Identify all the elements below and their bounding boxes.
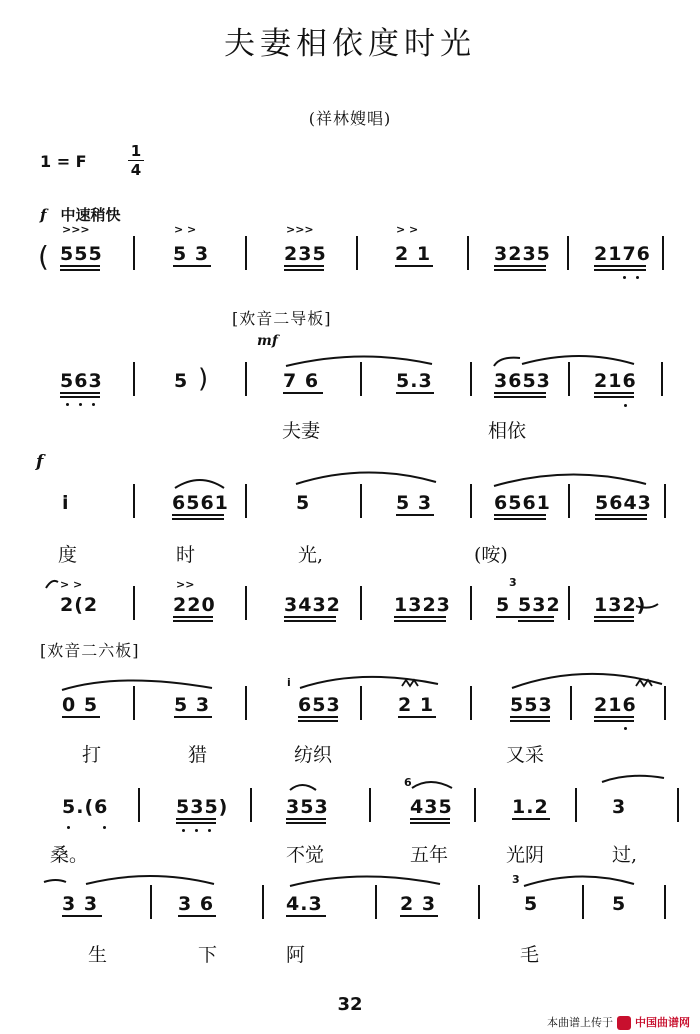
underline <box>395 265 433 267</box>
low-dot <box>195 829 198 832</box>
dynamic-mf: mf <box>257 333 278 349</box>
underline <box>173 620 213 622</box>
bar-line <box>245 586 247 620</box>
underline <box>594 720 634 722</box>
note-group: 3653 <box>494 370 551 392</box>
underline <box>173 265 211 267</box>
lyric: 五年 <box>410 844 449 866</box>
note-group: 5 <box>524 893 539 915</box>
bar-line <box>474 788 476 822</box>
underline <box>174 716 212 718</box>
note-group: 2(2 <box>60 594 99 616</box>
note-group: 6561 <box>494 492 551 514</box>
section-label-liuban: [欢音二六板] <box>40 641 140 660</box>
page-number: 32 <box>337 994 363 1015</box>
lyric: 光, <box>298 544 324 566</box>
note-group: 3432 <box>284 594 341 616</box>
underline <box>394 620 446 622</box>
bar-line <box>575 788 577 822</box>
note-group: 553 <box>510 694 553 716</box>
note-group: 5.(6 <box>62 796 109 818</box>
close-paren: ) <box>198 364 210 394</box>
lyric: 纺织 <box>294 744 333 766</box>
note-group: 2 3 <box>400 893 437 915</box>
underline <box>594 616 634 618</box>
grace-note: 3 <box>512 873 520 886</box>
underline <box>172 514 224 516</box>
underline <box>286 915 326 917</box>
underline <box>298 716 338 718</box>
note-group: 5 <box>496 594 511 616</box>
low-dot <box>623 276 626 279</box>
low-dot <box>79 403 82 406</box>
note-group: i <box>62 492 70 514</box>
underline <box>284 616 336 618</box>
underline <box>284 620 336 622</box>
underline <box>510 720 550 722</box>
underline <box>398 716 436 718</box>
underline <box>410 818 450 820</box>
dynamic-f: f <box>40 206 47 224</box>
bar-line <box>470 686 472 720</box>
bar-line <box>664 686 666 720</box>
open-paren: ( <box>38 240 50 273</box>
bar-line <box>250 788 252 822</box>
underline <box>518 620 554 622</box>
note-group: 532 <box>518 594 561 616</box>
bar-line <box>568 484 570 518</box>
underline <box>496 616 554 618</box>
lyric: 又采 <box>506 744 545 766</box>
note-group: 1.2 <box>512 796 549 818</box>
low-dot <box>103 826 106 829</box>
time-signature <box>128 143 144 178</box>
low-dot <box>66 403 69 406</box>
underline <box>60 269 100 271</box>
lyric: 毛 <box>520 944 540 966</box>
bar-line <box>360 686 362 720</box>
note-group: 220 <box>173 594 216 616</box>
bar-line <box>356 236 358 270</box>
note-group: 216 <box>594 694 637 716</box>
underline <box>494 514 546 516</box>
underline <box>62 915 102 917</box>
bar-line <box>245 362 247 396</box>
underline <box>410 822 450 824</box>
low-dot <box>92 403 95 406</box>
section-label-daoban: [欢音二导板] <box>232 309 332 328</box>
site-logo-icon <box>617 1016 631 1030</box>
lyric: 下 <box>198 944 218 966</box>
note-group: 5 3 <box>174 694 211 716</box>
grace-note: 6 <box>404 776 412 789</box>
bar-line <box>262 885 264 919</box>
underline <box>594 269 646 271</box>
note-group: 6561 <box>172 492 229 514</box>
bar-line <box>133 484 135 518</box>
dynamic-f: f <box>36 452 44 472</box>
note-group: 2 1 <box>398 694 435 716</box>
note-group: 563 <box>60 370 103 392</box>
grace-note: 3 <box>509 576 517 589</box>
key-signature: 1 = F <box>40 152 87 171</box>
bar-line <box>467 236 469 270</box>
note-group: 5 3 <box>173 243 210 265</box>
lyric: 光阴 <box>506 844 545 866</box>
underline <box>284 269 324 271</box>
note-group: 555 <box>60 243 103 265</box>
underline <box>595 514 647 516</box>
tempo-marking <box>40 204 120 225</box>
underline <box>62 716 100 718</box>
underline <box>283 392 323 394</box>
bar-line <box>470 484 472 518</box>
underline <box>176 822 216 824</box>
underline <box>286 822 326 824</box>
note-group: 2176 <box>594 243 651 265</box>
note-group: 2 1 <box>395 243 432 265</box>
note-group: 3 6 <box>178 893 215 915</box>
underline <box>494 518 546 520</box>
underline <box>176 818 216 820</box>
bar-line <box>568 362 570 396</box>
underline <box>594 620 634 622</box>
lyric: 度 <box>58 544 78 566</box>
note-group: 7 6 <box>283 370 320 392</box>
bar-line <box>150 885 152 919</box>
note-group: 535) <box>176 796 229 818</box>
underline <box>173 616 213 618</box>
note-group: 235 <box>284 243 327 265</box>
note-group: 3 <box>612 796 627 818</box>
grace-note: i <box>287 676 291 689</box>
note-group: 5 3 <box>396 492 433 514</box>
source-footer <box>547 1014 690 1030</box>
accent-marks: >>> <box>286 223 314 236</box>
note-group: 1323 <box>394 594 451 616</box>
underline <box>396 392 434 394</box>
bar-line <box>470 362 472 396</box>
bar-line <box>369 788 371 822</box>
lyric: 阿 <box>286 944 306 966</box>
underline <box>284 265 324 267</box>
underline <box>494 396 546 398</box>
song-title: 夫妻相依度时光 <box>224 26 476 62</box>
bar-line <box>360 586 362 620</box>
accent-marks: > > <box>60 578 83 591</box>
bar-line <box>133 236 135 270</box>
bar-line <box>245 236 247 270</box>
bar-line <box>133 686 135 720</box>
accent-marks: > > <box>174 223 197 236</box>
underline <box>60 396 100 398</box>
bar-line <box>245 686 247 720</box>
underline <box>286 818 326 820</box>
underline <box>594 265 646 267</box>
underline <box>298 720 338 722</box>
underline <box>494 392 546 394</box>
underline <box>494 269 546 271</box>
low-dot <box>182 829 185 832</box>
bar-line <box>677 788 679 822</box>
tempo-text: 中速稍快 <box>60 206 121 224</box>
footer-brand: 中国曲谱网 <box>635 1016 690 1029</box>
note-group: 435 <box>410 796 453 818</box>
underline <box>60 265 100 267</box>
lyric: 时 <box>176 544 196 566</box>
bar-line <box>567 236 569 270</box>
note-group: 5.3 <box>396 370 433 392</box>
lyric: 桑。 <box>50 844 89 866</box>
lyric: 夫妻 <box>282 420 321 442</box>
note-group: 5 <box>174 370 189 392</box>
bar-line <box>470 586 472 620</box>
note-group: 216 <box>594 370 637 392</box>
bar-line <box>133 586 135 620</box>
time-sig-top: 1 <box>130 142 142 160</box>
lyric: 猎 <box>188 744 208 766</box>
bar-line <box>133 362 135 396</box>
note-group: 353 <box>286 796 329 818</box>
lyric: (咹) <box>474 544 508 566</box>
accent-marks: > > <box>396 223 419 236</box>
accent-marks: >> <box>176 578 195 591</box>
note-group: 5643 <box>595 492 652 514</box>
underline <box>510 716 550 718</box>
underline <box>394 616 446 618</box>
bar-line <box>582 885 584 919</box>
note-group: 4.3 <box>286 893 323 915</box>
low-dot <box>636 276 639 279</box>
underline <box>178 915 216 917</box>
note-group: 653 <box>298 694 341 716</box>
note-group: 5 <box>296 492 311 514</box>
low-dot <box>624 404 627 407</box>
underline <box>494 265 546 267</box>
underline <box>396 514 434 516</box>
accent-marks: >>> <box>62 223 90 236</box>
lyric: 生 <box>88 944 108 966</box>
bar-line <box>478 885 480 919</box>
underline <box>594 396 634 398</box>
time-sig-bottom: 4 <box>130 161 142 179</box>
low-dot <box>208 829 211 832</box>
note-group: 3235 <box>494 243 551 265</box>
bar-line <box>570 686 572 720</box>
note-group: 132) <box>594 594 647 616</box>
lyric: 打 <box>82 744 102 766</box>
low-dot <box>624 727 627 730</box>
bar-line <box>661 362 663 396</box>
bar-line <box>662 236 664 270</box>
bar-line <box>245 484 247 518</box>
note-group: 0 5 <box>62 694 99 716</box>
footer-text: 本曲谱上传于 <box>547 1016 613 1029</box>
bar-line <box>138 788 140 822</box>
lyric: 过, <box>612 844 638 866</box>
lyric: 相依 <box>488 420 527 442</box>
note-group: 3 3 <box>62 893 99 915</box>
underline <box>594 716 634 718</box>
low-dot <box>67 826 70 829</box>
underline <box>595 518 647 520</box>
underline <box>594 392 634 394</box>
bar-line <box>568 586 570 620</box>
note-group: 5 <box>612 893 627 915</box>
bar-line <box>360 484 362 518</box>
bar-line <box>360 362 362 396</box>
bar-line <box>664 885 666 919</box>
underline <box>400 915 438 917</box>
singer-note: (祥林嫂唱) <box>308 109 392 128</box>
bar-line <box>375 885 377 919</box>
underline <box>60 392 100 394</box>
underline <box>512 818 550 820</box>
bar-line <box>664 484 666 518</box>
underline <box>172 518 224 520</box>
lyric: 不觉 <box>286 844 325 866</box>
